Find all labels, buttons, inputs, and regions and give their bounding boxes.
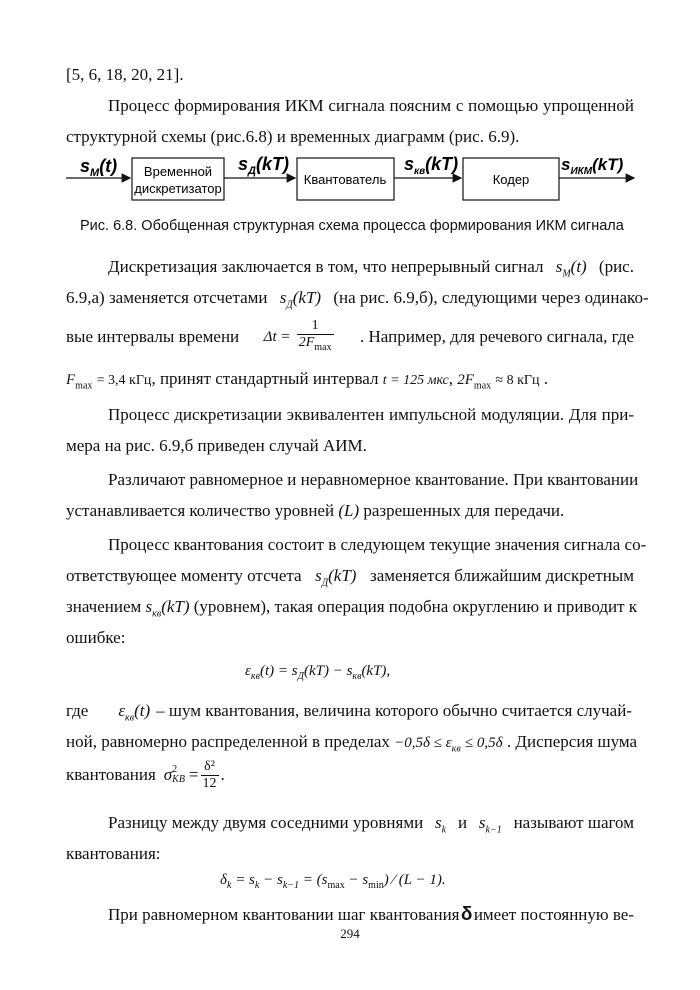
text-line: ной, равномерно распределенной в пределах $-0,5\delta \le \varepsilon_{кв} \le 0,5\delta$ . Дисперсия шума: [66, 732, 638, 755]
block-time-sampler-line2: дискретизатор: [134, 181, 222, 196]
text-line: ответствующее моменту отсчета $s_Д(kT)$ заменяется ближайшим дискретным: [66, 566, 634, 589]
sigma-fraction: $\frac{\text{δ²}}{12}$: [202, 758, 217, 791]
text-line: $F_{max} = 3,4$ кГц, принят стандартный интервал t = 125 мкс, $2F_{max} \approx 8$ кГц .: [66, 369, 548, 392]
text-line: структурной схемы (рис.6.8) и временных диаграмм (рис. 6.9).: [66, 127, 520, 146]
text-line: Разницу между двумя соседними уровнями $s_k$ и $s_{k-1}$ называют шагом: [108, 813, 634, 836]
text-line: мера на рис. 6.9,б приведен случай АИМ.: [66, 436, 367, 455]
block-quantizer-label: Квантователь: [303, 172, 387, 187]
text-line: квантования σ 2 КВ = $\frac{\text{δ²}}{12}$ .: [66, 758, 225, 791]
sampled-signal-label: $s_Д(kT)$: [238, 154, 289, 177]
text-line: Процесс формирования ИКМ сигнала поясним с помощью упрощенной: [108, 96, 634, 115]
delta-t-fraction: $\frac{1}{2F_{max}}$: [298, 318, 332, 353]
text-line: квантования:: [66, 844, 161, 863]
quantization-step-formula: $\delta_k = s_k - s_{k-1} = (s_{max} - s_{min})$ ⁄ (L − 1).: [220, 872, 446, 891]
text-line: Дискретизация заключается в том, что непрерывный сигнал $s_M(t)$ (рис.: [108, 257, 634, 280]
page-number: 294: [340, 926, 360, 941]
block-time-sampler-line1: Временной: [143, 164, 213, 179]
output-signal-label: $s_{ИКМ}(kT)$: [561, 155, 624, 177]
quantization-error-formula: $\varepsilon_{кв}(t) = s_Д(kT) - s_{кв}(kT)$,: [245, 663, 391, 682]
quantized-signal-label: $s_{кв}(kT)$: [404, 154, 459, 177]
text-line: устанавливается количество уровней (L) разрешенных для передачи.: [66, 501, 565, 520]
text-line: [5, 6, 18, 20, 21].: [66, 65, 184, 84]
text-line: ошибке:: [66, 628, 126, 647]
figure-caption: Рис. 6.8. Обобщенная структурная схема процесса формирования ИКМ сигнала: [80, 218, 624, 234]
text-line: 6.9,а) заменяется отсчетами $s_Д(kT)$ (на рис. 6.9,б), следующими через одинако-: [66, 288, 649, 311]
text-line: Различают равномерное и неравномерное квантование. При квантовании: [108, 470, 639, 489]
text-line: значением $s_{кв}(kT)$ (уровнем), такая операция подобна округлению и приводит к: [66, 597, 638, 620]
text-line: Процесс квантования состоит в следующем текущие значения сигнала со-: [108, 535, 647, 554]
text-line: При равномерном квантовании шаг квантования δ имеет постоянную ве-: [108, 904, 634, 925]
text-line: Процесс дискретизации эквивалентен импульсной модуляции. Для при-: [108, 405, 634, 424]
block-encoder-label: Кодер: [492, 172, 530, 187]
block-diagram: [66, 150, 636, 206]
input-signal-label: $s_M(t)$: [80, 156, 118, 179]
text-line: вые интервалы времени Δt = $\frac{1}{2F_{max}}$ . Например, для речевого сигнала, где: [66, 318, 634, 356]
text-line: где $\varepsilon_{кв}(t)$ – шум квантования, величина которого обычно считается случай-: [66, 701, 632, 724]
